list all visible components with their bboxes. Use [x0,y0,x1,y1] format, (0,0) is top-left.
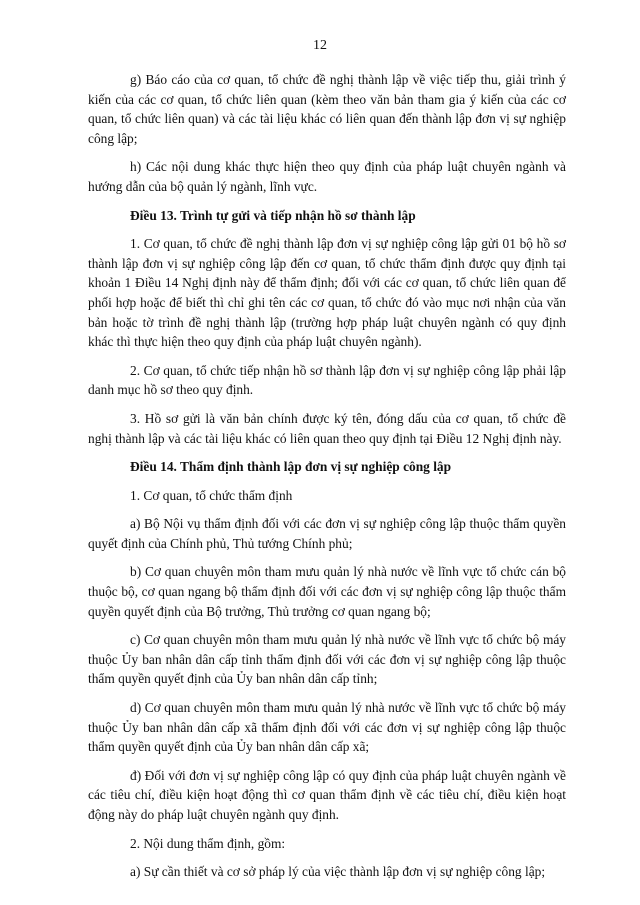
document-body [88,70,566,891]
article-14-clause-2a: a) Sự cần thiết và cơ sở pháp lý của việc thành lập đơn vị sự nghiệp công lập; [130,864,546,880]
article-14-clause-1d: d) Cơ quan chuyên môn tham mưu quản lý nhà nước về lĩnh vực tổ chức bộ máy thuộc Ủy ban nhân dân cấp xã thẩm định đối với các đơn vị sự nghiệp công lập thuộc thẩm quyền quyết định của Ủy ban nhân dân cấp xã; [88,700,566,755]
page-number: 12 [313,38,327,53]
article-13-clause-2: 2. Cơ quan, tổ chức tiếp nhận hồ sơ thành lập đơn vị sự nghiệp công lập phải lập danh mục hồ sơ theo quy định. [88,362,566,398]
article-14-clause-1dd: đ) Đối với đơn vị sự nghiệp công lập có quy định của pháp luật chuyên ngành về các tiêu chí, điều kiện hoạt động thì cơ quan thẩm định về các tiêu chí, điều kiện hoạt động này do pháp luật chuyên ngành quy định. [88,767,566,822]
article-14-clause-1: 1. Cơ quan, tổ chức thẩm định [130,487,293,503]
article-14-heading: Điều 14. Thẩm định thành lập đơn vị sự nghiệp công lập [130,459,452,475]
article-14-clause-1b: b) Cơ quan chuyên môn tham mưu quản lý nhà nước về lĩnh vực tổ chức cán bộ thuộc bộ, cơ quan ngang bộ thẩm định đối với các đơn vị sự nghiệp công lập thuộc thẩm quyền quyết định của Bộ trưởng, Thủ trưởng cơ quan ngang bộ; [88,564,566,619]
article-14-clause-2: 2. Nội dung thẩm định, gồm: [130,835,286,851]
paragraph-h: h) Các nội dung khác thực hiện theo quy định của pháp luật chuyên ngành và hướng dẫn của bộ quản lý ngành, lĩnh vực. [88,159,566,194]
article-13-heading: Điều 13. Trình tự gửi và tiếp nhận hồ sơ thành lập [130,207,416,223]
article-13-clause-3: 3. Hồ sơ gửi là văn bản chính được ký tên, đóng dấu của cơ quan, tổ chức đề nghị thành lập và các tài liệu khác có liên quan theo quy định tại Điều 12 Nghị định này. [88,410,566,446]
article-13-clause-1: 1. Cơ quan, tổ chức đề nghị thành lập đơn vị sự nghiệp công lập gửi 01 bộ hồ sơ thành lập đơn vị sự nghiệp công lập đến cơ quan, tổ chức thẩm định được quy định tại khoản 1 Điều 14 Nghị định này để thẩm định; đối với các cơ quan, tổ chức liên quan để phối hợp hoặc để biết thì chỉ ghi tên các cơ quan, tổ chức đó vào mục nơi nhận của văn bản hoặc tờ trình đề nghị thành lập (trường hợp pháp luật chuyên ngành có quy định khác thì thực hiện theo quy định của pháp luật chuyên ngành). [88,236,566,350]
article-14-clause-1a: a) Bộ Nội vụ thẩm định đối với các đơn vị sự nghiệp công lập thuộc thẩm quyền quyết định của Chính phủ, Thủ tướng Chính phủ; [88,516,566,551]
paragraph-g: g) Báo cáo của cơ quan, tổ chức đề nghị thành lập về việc tiếp thu, giải trình ý kiến của các cơ quan, tổ chức liên quan (kèm theo văn bản tham gia ý kiến của các cơ quan, tổ chức liên quan) và các tài liệu khác có liên quan đến thành lập đơn vị sự nghiệp công lập; [88,72,566,146]
article-14-clause-1c: c) Cơ quan chuyên môn tham mưu quản lý nhà nước về lĩnh vực tổ chức bộ máy thuộc Ủy ban nhân dân cấp tỉnh thẩm định đối với các đơn vị sự nghiệp công lập thuộc thẩm quyền quyết định của Ủy ban nhân dân cấp tỉnh; [88,632,566,687]
